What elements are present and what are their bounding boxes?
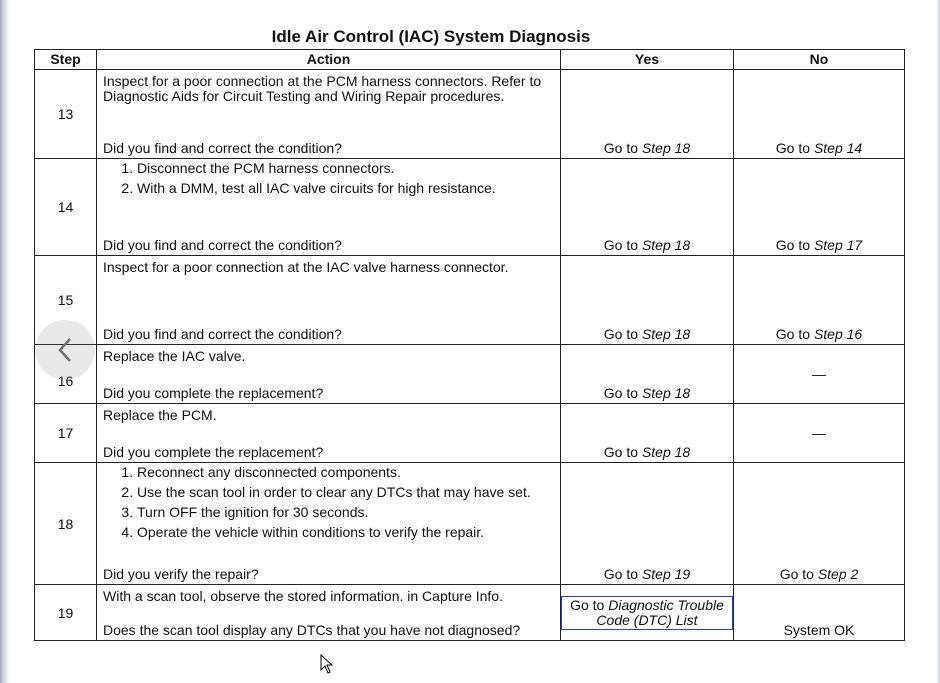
mouse-cursor-icon bbox=[320, 654, 334, 674]
window-left-edge bbox=[0, 0, 10, 683]
no-cell: Go to Step 2 bbox=[734, 463, 905, 585]
column-header-step: Step bbox=[35, 50, 97, 70]
yes-cell: Go to Step 18 bbox=[561, 256, 734, 345]
table-row bbox=[35, 345, 905, 404]
chevron-left-icon[interactable] bbox=[35, 320, 95, 380]
table-header-row bbox=[35, 50, 905, 70]
action-cell bbox=[97, 463, 561, 585]
yes-step-link[interactable]: Step 18 bbox=[641, 385, 691, 401]
action-list-item: 3. Turn OFF the ignition for 30 seconds. bbox=[137, 505, 556, 520]
no-step-link[interactable]: Step 14 bbox=[813, 140, 863, 156]
step-number: 13 bbox=[35, 70, 97, 159]
no-dash: — bbox=[812, 366, 826, 382]
table-row bbox=[35, 585, 905, 641]
table-row bbox=[35, 404, 905, 463]
action-list-item: 2. With a DMM, test all IAC valve circuits for high resistance. bbox=[137, 181, 556, 196]
dtc-list-link[interactable]: Go to Diagnostic Trouble Code (DTC) List bbox=[561, 596, 733, 630]
table-row bbox=[35, 159, 905, 256]
action-cell bbox=[97, 70, 561, 159]
column-header-no: No bbox=[734, 50, 905, 70]
action-question: Did you complete the replacement? bbox=[103, 385, 324, 401]
step-number: 14 bbox=[35, 159, 97, 256]
action-text: Replace the PCM. bbox=[103, 407, 217, 423]
action-list-item: 1. Reconnect any disconnected components. bbox=[137, 465, 556, 480]
action-cell bbox=[97, 404, 561, 463]
yes-cell: Go to Step 18 bbox=[561, 159, 734, 256]
action-cell bbox=[97, 345, 561, 404]
yes-step-link[interactable]: Step 18 bbox=[641, 140, 691, 156]
action-question: Does the scan tool display any DTCs that you have not diagnosed? bbox=[103, 622, 521, 638]
step-number: 18 bbox=[35, 463, 97, 585]
yes-cell: Go to Step 18 bbox=[561, 345, 734, 404]
action-text: Inspect for a poor connection at the IAC valve harness connector. bbox=[103, 259, 509, 275]
action-cell bbox=[97, 585, 561, 641]
action-cell bbox=[97, 159, 561, 256]
diagnosis-table bbox=[34, 49, 905, 641]
no-dash: — bbox=[812, 425, 826, 441]
no-cell bbox=[734, 345, 905, 404]
action-list-item: 4. Operate the vehicle within conditions to verify the repair. bbox=[137, 525, 556, 540]
action-list bbox=[103, 465, 556, 540]
yes-cell: Go to Step 19 bbox=[561, 463, 734, 585]
action-question: Did you complete the replacement? bbox=[103, 444, 324, 460]
action-list-item: 1. Disconnect the PCM harness connectors. bbox=[137, 161, 556, 176]
yes-step-link[interactable]: Step 18 bbox=[641, 237, 691, 253]
action-cell bbox=[97, 256, 561, 345]
action-question: Did you find and correct the condition? bbox=[103, 326, 342, 342]
action-text: With a scan tool, observe the stored information. in Capture Info. bbox=[103, 588, 503, 604]
table-row bbox=[35, 70, 905, 159]
action-question: Did you find and correct the condition? bbox=[103, 140, 342, 156]
table-row bbox=[35, 256, 905, 345]
action-text: Inspect for a poor connection at the PCM harness connectors. Refer to Diagnostic Aids for Circuit Testing and Wiring Repair procedures. bbox=[103, 73, 542, 104]
no-cell: Go to Step 14 bbox=[734, 70, 905, 159]
yes-step-link[interactable]: Step 18 bbox=[641, 326, 691, 342]
step-number: 16 bbox=[35, 345, 97, 404]
no-cell bbox=[734, 404, 905, 463]
step-number: 19 bbox=[35, 585, 97, 641]
table-row bbox=[35, 463, 905, 585]
no-step-link[interactable]: Step 2 bbox=[817, 566, 859, 582]
no-cell: Go to Step 17 bbox=[734, 159, 905, 256]
step-number: 17 bbox=[35, 404, 97, 463]
step-number: 15 bbox=[35, 256, 97, 345]
action-question: Did you verify the repair? bbox=[103, 566, 259, 582]
column-header-yes: Yes bbox=[561, 50, 734, 70]
no-cell: Go to Step 16 bbox=[734, 256, 905, 345]
action-question: Did you find and correct the condition? bbox=[103, 237, 342, 253]
column-header-action: Action bbox=[97, 50, 561, 70]
yes-cell: Go to Step 18 bbox=[561, 404, 734, 463]
no-step-link[interactable]: Step 17 bbox=[813, 237, 863, 253]
action-list-item: 2. Use the scan tool in order to clear any DTCs that may have set. bbox=[137, 485, 556, 500]
no-cell: System OK bbox=[734, 585, 905, 641]
window-right-edge bbox=[936, 0, 940, 683]
action-text: Replace the IAC valve. bbox=[103, 348, 246, 364]
yes-step-link[interactable]: Step 19 bbox=[641, 566, 691, 582]
yes-step-link[interactable]: Step 18 bbox=[641, 444, 691, 460]
action-list bbox=[103, 161, 556, 201]
page-title: Idle Air Control (IAC) System Diagnosis bbox=[271, 27, 591, 46]
no-step-link[interactable]: Step 16 bbox=[813, 326, 863, 342]
yes-cell: Go to Step 18 bbox=[561, 70, 734, 159]
yes-cell bbox=[561, 585, 734, 641]
